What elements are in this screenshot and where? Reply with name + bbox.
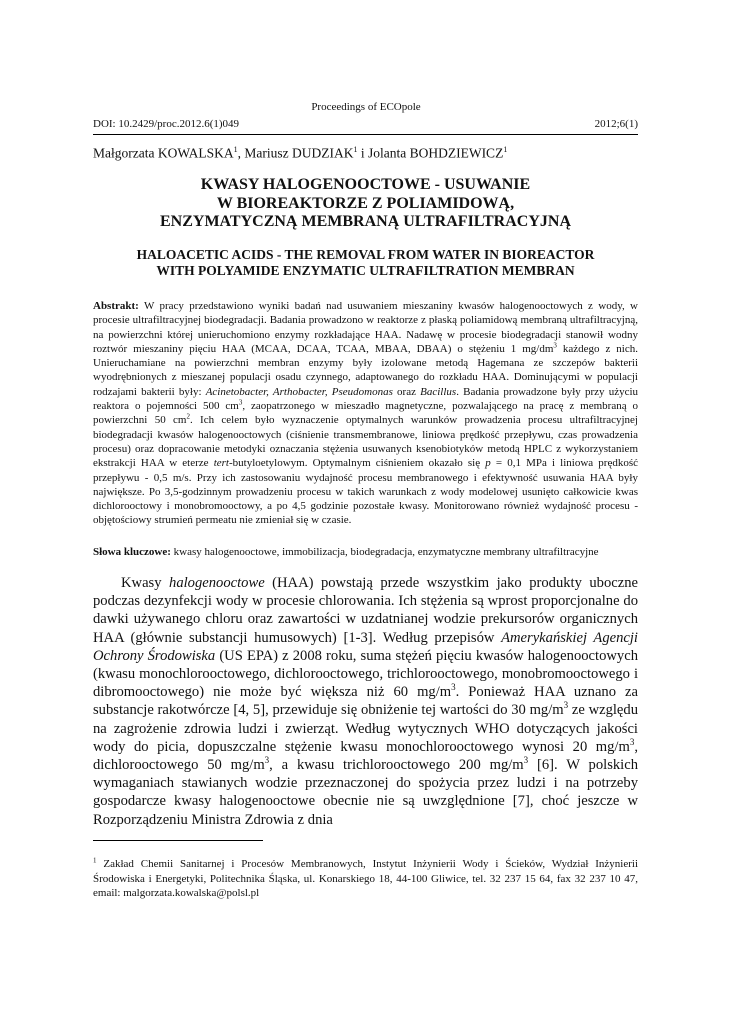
abstract-label: Abstrakt: [93, 300, 139, 312]
title-line: HALOACETIC ACIDS - THE REMOVAL FROM WATER IN BIOREACTOR [136, 247, 595, 262]
superscript: 3 [238, 398, 243, 407]
footnote-rule [93, 840, 263, 841]
affiliation-mark: 1 [233, 145, 238, 154]
abstract-text: = 0,1 MPa i liniowa prędkość przepływu - 0,5 m/s. Przy ich zastosowaniu wydajność procesu membranowego i efektywność usuwania HAA były największe. Po 3,5-godzinnym prowadzeniu procesu w takich warunkach z wody modelowej usunięto całkowicie kwas dichlorooctowy i monobromooctowy, a po 4,5 godzinie pozostałe kwasy. Monitorowano również wydajność procesu - objętościowy strumień permeatu nie zmieniał się w czasie. [93, 457, 638, 527]
abstract [93, 299, 638, 528]
footnote [93, 857, 638, 901]
superscript: 3 [553, 341, 557, 350]
keywords-text: kwasy halogenooctowe, immobilizacja, biodegradacja, enzymatyczne membrany ultrafiltracyjne [170, 546, 599, 558]
body-text-run: (HAA) powstają przede wszystkim jako produkty uboczne podczas dezynfekcji wody w procesie chlorowania. Ich stężenia są wprost proporcjonalne do dawki używanego chloru oraz zawartości w uzdatnianej wodzie prekursorów organicznych HAA (głównie substancji humusowych) [1-3]. Według przepisów [93, 575, 638, 646]
superscript: 3 [523, 755, 529, 766]
body-paragraph [93, 574, 638, 829]
affiliation-mark: 1 [353, 145, 358, 154]
abstract-text: . Ich celem było wyznaczenie optymalnych warunków prowadzenia procesu ultrafiltracyjnej biodegradacji kwasów halogenooctowych (ciśnienie transmembranowe, liniowa prędkość przepływu, czas prowadzenia procesu) oraz dopracowanie metodyki oznaczania stężenia usuwanych ksenobiotyków metodą HPLC z wykorzystaniem ekstrakcji HAA w eterze [93, 414, 638, 470]
body-italic: Amerykańskiej Agencji Ochrony Środowiska [93, 629, 638, 664]
author-list [93, 145, 507, 162]
abstract-text: -butyloetylowym. Optymalnym ciśnieniem okazało się [228, 457, 486, 470]
volume-info: 2012;6(1) [594, 118, 638, 130]
superscript: 3 [563, 700, 569, 711]
superscript: 2 [186, 412, 190, 421]
title-line: ENZYMATYCZNĄ MEMBRANĄ ULTRAFILTRACYJNĄ [160, 213, 571, 230]
keywords-label: Słowa kluczowe: [93, 546, 171, 558]
abstract-italic: tert [213, 457, 229, 470]
superscript: 3 [264, 755, 270, 766]
title-line: WITH POLYAMIDE ENZYMATIC ULTRAFILTRATION MEMBRAN [156, 263, 575, 278]
abstract-text: każdego z nich. Unieruchamiane na powierzchni membran enzymy były izolowane metodą Hagemana ze szczepów bakterii wyodrębnionych z mieszanej populacji osadu czynnego, adaptowanego do rozkładu HAA. Dominującymi w populacji rodzajami bakterii były: [93, 342, 638, 398]
body-italic: halogenooctowe [169, 575, 265, 591]
abstract-italic: Acinetobacter, Arthobacter, Pseudomonas [205, 385, 393, 398]
body-text-run: . Ponieważ HAA uznano za substancje rakotwórcze [4, 5], przewiduje się obniżenie tej wartości do 30 mg/m [93, 684, 638, 719]
abstract-text: W pracy przedstawiono wyniki badań nad usuwaniem mieszaniny kwasów halogenooctowych z wody, w procesie ultrafiltracyjnej biodegradacji. Badania prowadzono w reaktorze z płaską poliamidową membraną ultrafiltracyjną, na powierzchni której unieruchomiono enzymy rozkładające HAA. Nadawę w procesie biodegradacji stanowił wodny roztwór mieszaniny pięciu HAA (MCAA, DCAA, TCAA, MBAA, DBAA) o stężeniu 1 mg/dm [93, 300, 638, 355]
superscript: 3 [451, 682, 456, 693]
body-text [93, 574, 638, 829]
body-text-run: ze względu na zagrożenie zdrowia ludzi i zwierząt. Według wytycznych WHO dotyczących jakości wody do picia, dopuszczalne stężenie kwasu monochlorooctowego wynosi 20 mg/m [93, 702, 639, 755]
doi: DOI: 10.2429/proc.2012.6(1)049 [93, 118, 240, 130]
body-text-run: Kwasy [121, 575, 170, 591]
title-line: KWASY HALOGENOOCTOWE - USUWANIE [200, 176, 531, 193]
superscript: 3 [629, 736, 635, 747]
author-name: Małgorzata KOWALSKA [93, 145, 234, 161]
footnote-mark: 1 [93, 856, 97, 865]
title-polish [93, 176, 638, 232]
author-separator: , [237, 145, 245, 161]
abstract-italic: p [485, 457, 491, 470]
title-english [93, 247, 638, 279]
author-name: Jolanta BOHDZIEWICZ [367, 145, 504, 161]
body-text-run: , dichlorooctowego 50 mg/m [93, 738, 638, 774]
running-head: Proceedings of ECOpole [311, 101, 421, 113]
author-name: Mariusz DUDZIAK [244, 145, 354, 161]
keywords [93, 545, 638, 559]
doi-line [93, 118, 638, 135]
abstract-italic: Bacillus [420, 385, 457, 398]
affiliation-mark: 1 [503, 145, 508, 154]
title-line: W BIOREAKTORZE Z POLIAMIDOWĄ, [216, 194, 515, 212]
abstract-text: . Badania prowadzone były przy użyciu reaktora o pojemności 500 cm [93, 385, 639, 413]
author-separator: i [357, 145, 368, 161]
body-text-run: , a kwasu trichlorooctowego 200 mg/m [269, 757, 524, 774]
abstract-text: , zaopatrzonego w mieszadło magnetyczne, pozwalającego na pracę z membraną o powierzchni 50 cm [93, 400, 639, 427]
footnote-text: Zakład Chemii Sanitarnej i Procesów Membranowych, Instytut Inżynierii Wody i Ścieków, Wydział Inżynierii Środowiska i Energetyki, Politechnika Śląska, ul. Konarskiego 18, 44-100 Gliwice, tel. 32 237 15 64, fax 32 237 10 47, email: malgorzata.kowalska@polsl.pl [93, 858, 638, 899]
abstract-text: oraz [392, 385, 421, 398]
body-text-run: [6]. W polskich wymaganiach stawianych wodzie przeznaczonej do spożycia przez ludzi i na potrzeby gospodarcze kwasy halogenooctowe obecnie nie są uwzględnione [7], choć jeszcze w Rozporządzeniu Ministra Zdrowia z dnia [93, 757, 638, 828]
body-text-run: (US EPA) z 2008 roku, suma stężeń pięciu kwasów halogenooctowych (kwasu monochlorooctowego, dichlorooctowego, trichlorooctowego, monobromooctowego i dibromooctowego) nie może być większa niż 60 mg/m [93, 647, 638, 701]
